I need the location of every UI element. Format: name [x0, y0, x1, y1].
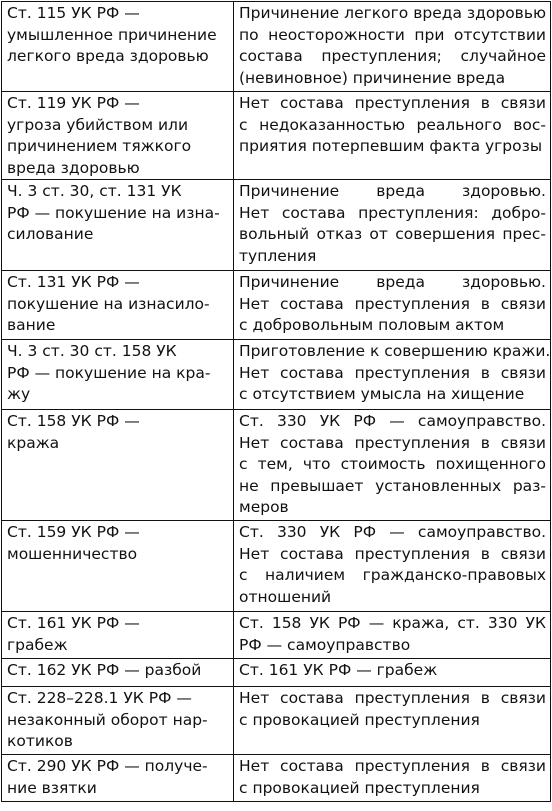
article-text-line: угроза убийством или	[7, 115, 189, 134]
qualification-text-line: Нет состава преступления: добро-	[239, 203, 546, 222]
article-text-line: Ст. 290 УК РФ — получе-	[7, 757, 208, 775]
table-row	[2, 521, 551, 612]
qualification-text-line: отношений	[239, 587, 332, 606]
qualification-text-line: Нет состава преступления в связи	[239, 757, 546, 775]
article-cell	[2, 2, 234, 91]
table-row	[2, 92, 551, 180]
article-text-line: мошенничество	[7, 544, 138, 563]
article-text-line: покушение на изнасило-	[7, 294, 210, 313]
qualification-cell	[234, 180, 551, 270]
qualification-text-line: Ст. 161 УК РФ — грабеж	[239, 661, 438, 679]
article-text-line: Ст. 162 УК РФ — разбой	[7, 661, 202, 679]
table-row	[2, 340, 551, 410]
qualification-text-line: с наличием гражданско-правовых	[239, 566, 546, 584]
qualification-cell	[234, 612, 551, 658]
qualification-cell	[234, 340, 551, 409]
qualification-text-line: меров	[239, 498, 289, 516]
table-row	[2, 2, 551, 92]
article-cell	[2, 755, 234, 801]
qualification-text-line: Причинение вреда здоровью.	[239, 182, 546, 200]
qualification-text-line: Ст. 330 УК РФ — самоуправство.	[239, 412, 546, 430]
article-cell	[2, 659, 234, 686]
qualification-cell	[234, 521, 551, 611]
article-text-line: Ч. 3 ст. 30 ст. 158 УК	[7, 342, 177, 360]
table-row	[2, 410, 551, 521]
article-text-line: котиков	[7, 732, 73, 750]
article-text-line: кража	[7, 433, 60, 452]
article-text-line: жу	[7, 385, 31, 403]
qualification-text-line: Нет состава преступления в связи	[239, 294, 546, 313]
qualification-cell	[234, 271, 551, 339]
article-cell	[2, 521, 234, 611]
article-cell	[2, 340, 234, 409]
article-text-line: Ст. 158 УК РФ —	[7, 412, 140, 430]
qualification-text-line: Нет состава преступления в связи	[239, 433, 546, 452]
article-cell	[2, 92, 234, 179]
article-text-line: незаконный оборот нар-	[7, 710, 208, 729]
qualification-text-line: с провокацией преступления	[239, 778, 480, 797]
qualification-text-line: Причинение вреда здоровью.	[239, 273, 546, 291]
qualification-text-line: состава преступления; случайное	[239, 47, 546, 65]
qualification-text-line: тупления	[239, 246, 317, 265]
qualification-text-line: Приготовление к совершению кражи.	[239, 342, 551, 360]
qualification-text-line: Нет состава преступления в связи	[239, 544, 546, 563]
article-text-line: умышленное причинение	[7, 25, 217, 44]
qualification-text-line: с добровольным половым актом	[239, 316, 505, 334]
qualification-text-line: по неосторожности при отсутствии	[239, 25, 546, 44]
qualification-text-line: приятия потерпевшим факта угрозы	[239, 137, 543, 155]
qualification-cell	[234, 659, 551, 686]
article-text-line: причинением тяжкого	[7, 137, 192, 155]
table-row	[2, 612, 551, 659]
article-text-line: грабеж	[7, 635, 68, 654]
table-row	[2, 180, 551, 271]
qualification-cell	[234, 2, 551, 91]
qualification-cell	[234, 755, 551, 801]
qualification-text-line: с недоказанностью реального вос-	[239, 115, 546, 134]
qualification-cell	[234, 92, 551, 179]
article-text-line: Ст. 131 УК РФ —	[7, 273, 140, 291]
article-cell	[2, 612, 234, 658]
article-text-line: РФ — покушение на кра-	[7, 363, 211, 382]
article-text-line: РФ — покушение на изна-	[7, 203, 220, 222]
qualification-text-line: с отсутствием умысла на хищение	[239, 385, 525, 403]
comparison-table	[1, 1, 551, 802]
qualification-text-line: Нет состава преступления в связи	[239, 363, 546, 382]
qualification-text-line: вольный отказ от совершения прес-	[239, 225, 546, 243]
article-text-line: легкого вреда здоровью	[7, 47, 209, 65]
qualification-text-line: с тем, что стоимость похищенного	[239, 455, 546, 473]
qualification-text-line: Ст. 330 УК РФ — самоуправство.	[239, 523, 546, 541]
article-cell	[2, 271, 234, 339]
qualification-text-line: (невиновное) причинение вреда	[239, 68, 506, 87]
article-text-line: силование	[7, 225, 94, 243]
qualification-text-line: Нет состава преступления в связи	[239, 689, 546, 707]
article-cell	[2, 180, 234, 270]
article-text-line: Ст. 161 УК РФ —	[7, 614, 140, 632]
article-text-line: Ст. 159 УК РФ —	[7, 523, 140, 541]
qualification-text-line: РФ — самоуправство	[239, 635, 411, 654]
article-text-line: Ст. 115 УК РФ —	[7, 4, 140, 22]
article-text-line: Ст. 119 УК РФ —	[7, 94, 140, 112]
table-row	[2, 755, 551, 802]
qualification-text-line: Нет состава преступления в связи	[239, 94, 546, 112]
qualification-text-line: с провокацией преступления	[239, 710, 480, 729]
article-text-line: Ч. 3 ст. 30, ст. 131 УК	[7, 182, 182, 200]
table-row	[2, 271, 551, 340]
article-text-line: ние взятки	[7, 778, 97, 797]
qualification-text-line: не превышает установленных раз-	[239, 476, 546, 495]
article-cell	[2, 687, 234, 754]
article-text-line: вание	[7, 316, 56, 334]
article-text-line: Ст. 228–228.1 УК РФ —	[7, 689, 192, 707]
article-text-line: вреда здоровью	[7, 158, 140, 177]
qualification-cell	[234, 687, 551, 754]
article-cell	[2, 410, 234, 520]
qualification-text-line: Причинение легкого вреда здоровью	[239, 4, 546, 22]
table-row	[2, 687, 551, 755]
table-row	[2, 659, 551, 687]
qualification-text-line: Ст. 158 УК РФ — кража, ст. 330 УК	[239, 614, 546, 632]
qualification-cell	[234, 410, 551, 520]
